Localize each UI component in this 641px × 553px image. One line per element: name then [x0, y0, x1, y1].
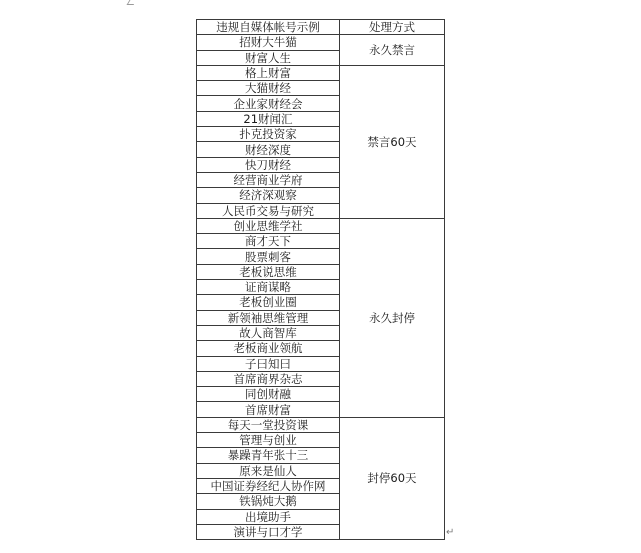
account-name-cell: 商才天下 [197, 234, 340, 249]
account-name-cell: 股票刺客 [197, 249, 340, 264]
header-account: 违规自媒体帐号示例 [197, 20, 340, 35]
account-name-cell: 老板商业领航 [197, 341, 340, 356]
handling-method-cell: 永久封停 [340, 218, 445, 417]
account-name-cell: 老板创业圈 [197, 295, 340, 310]
account-name-cell: 新领袖思维管理 [197, 310, 340, 325]
account-name-cell: 出境助手 [197, 509, 340, 524]
account-name-cell: 子曰知曰 [197, 356, 340, 371]
corner-crop-mark [127, 0, 137, 5]
account-name-cell: 扑克投资家 [197, 127, 340, 142]
account-name-cell: 21财闻汇 [197, 111, 340, 126]
account-name-cell: 证商谋略 [197, 280, 340, 295]
account-name-cell: 快刀财经 [197, 157, 340, 172]
account-name-cell: 招财大牛猫 [197, 35, 340, 50]
header-method: 处理方式 [340, 20, 445, 35]
account-name-cell: 首席商界杂志 [197, 371, 340, 386]
handling-method-cell: 禁言60天 [340, 65, 445, 218]
account-name-cell: 老板说思维 [197, 264, 340, 279]
table-header-row [197, 20, 445, 35]
account-name-cell: 中国证券经纪人协作网 [197, 478, 340, 493]
handling-method-cell: 永久禁言 [340, 35, 445, 66]
account-name-cell: 同创财融 [197, 387, 340, 402]
account-name-cell: 大猫财经 [197, 81, 340, 96]
account-name-cell: 故人商智库 [197, 325, 340, 340]
account-name-cell: 企业家财经会 [197, 96, 340, 111]
table-row [197, 35, 445, 50]
account-name-cell: 铁锅炖大鹅 [197, 494, 340, 509]
account-name-cell: 格上财富 [197, 65, 340, 80]
table-body [197, 35, 445, 540]
table-row [197, 65, 445, 80]
account-name-cell: 人民币交易与研究 [197, 203, 340, 218]
account-name-cell: 财经深度 [197, 142, 340, 157]
account-name-cell: 暴躁青年张十三 [197, 448, 340, 463]
account-name-cell: 原来是仙人 [197, 463, 340, 478]
account-name-cell: 创业思维学社 [197, 218, 340, 233]
paragraph-return-mark: ↵ [446, 527, 455, 538]
violation-accounts-table [196, 19, 445, 540]
account-name-cell: 每天一堂投资课 [197, 417, 340, 432]
account-name-cell: 经营商业学府 [197, 172, 340, 187]
table-row [197, 218, 445, 233]
table-row [197, 417, 445, 432]
handling-method-cell: 封停60天 [340, 417, 445, 539]
account-name-cell: 首席财富 [197, 402, 340, 417]
account-name-cell: 管理与创业 [197, 433, 340, 448]
account-name-cell: 演讲与口才学 [197, 524, 340, 539]
account-name-cell: 经济深观察 [197, 188, 340, 203]
account-name-cell: 财富人生 [197, 50, 340, 65]
